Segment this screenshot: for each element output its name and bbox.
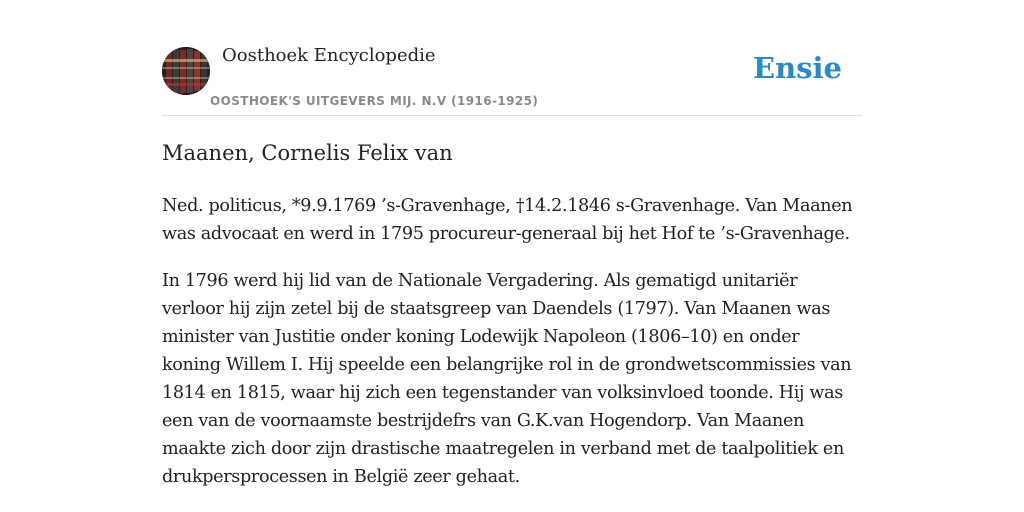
publisher-label: OOSTHOEK'S UITGEVERS MIJ. N.V (1916-1925) — [210, 94, 539, 108]
book-spines-icon[interactable] — [162, 47, 210, 95]
article-paragraph: Ned. politicus, *9.9.1769 ’s-Gravenhage, †14.2.1846 s-Gravenhage. Van Maanen was advocaat en werd in 1795 procureur-generaal bij het Hof te ’s-Gravenhage. — [162, 196, 853, 244]
encyclopedia-name[interactable]: Oosthoek Encyclopedie — [222, 45, 436, 66]
article-title: Maanen, Cornelis Felix van — [162, 141, 453, 165]
article-paragraph: In 1796 werd hij lid van de Nationale Vergadering. Als gematigd unitariër verloor hij zijn zetel bij de staatsgreep van Daendels (1797). Van Maanen was minister van Justitie onder koning Lodewijk Napoleon (1806–10) en onder koning Willem I. Hij speelde een belangrijke rol in de grondwetscommissies van 1814 en 1815, waar hij zich een tegenstander van volksinvloed toonde. Hij was een van de voornaamste bestrijdefrs van G.K.van Hogendorp. Van Maanen maakte zich door zijn drastische maatregelen in verband met de taalpolitiek en drukpersprocessen in België zeer gehaat. — [162, 271, 852, 487]
ensie-logo[interactable]: Ensie — [753, 51, 842, 85]
article-card — [162, 0, 862, 487]
source-header — [162, 0, 862, 116]
